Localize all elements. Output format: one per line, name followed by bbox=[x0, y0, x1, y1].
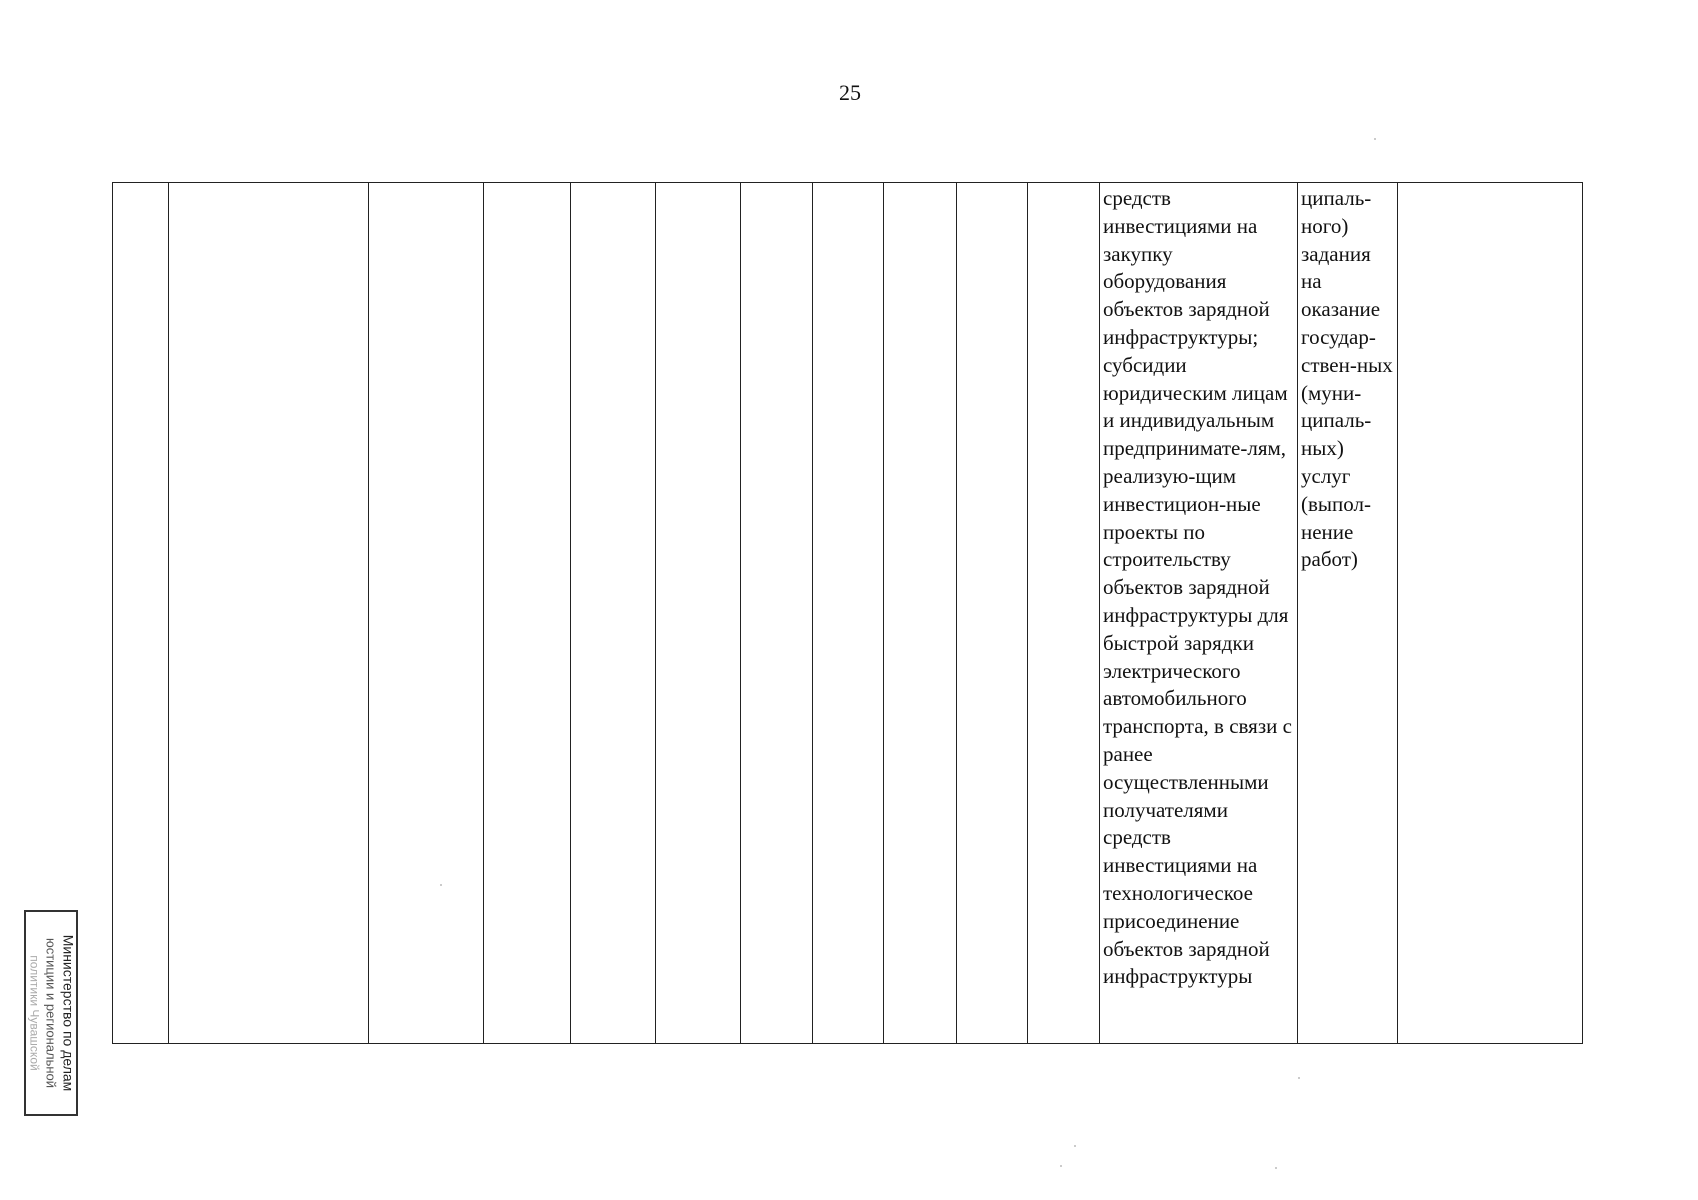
table-cell-col4 bbox=[484, 183, 571, 1044]
table-cell-col6 bbox=[656, 183, 741, 1044]
table-cell-col7 bbox=[741, 183, 813, 1044]
table-cell-col5 bbox=[571, 183, 656, 1044]
table-cell-col8 bbox=[813, 183, 884, 1044]
table-cell-col10 bbox=[957, 183, 1028, 1044]
table-cell-col3 bbox=[369, 183, 484, 1044]
scan-speck bbox=[1275, 1167, 1277, 1169]
scan-speck bbox=[1060, 1165, 1062, 1167]
continuation-table bbox=[112, 182, 1583, 1044]
scan-speck bbox=[1374, 138, 1376, 140]
page-number: 25 bbox=[839, 80, 861, 105]
table-cell-col9 bbox=[884, 183, 957, 1044]
table-cell-col11 bbox=[1028, 183, 1100, 1044]
table-cell-col1 bbox=[113, 183, 169, 1044]
table-cell-col14 bbox=[1398, 183, 1583, 1044]
registration-stamp bbox=[24, 910, 78, 1116]
stamp-line-3: политики Чувашской bbox=[27, 955, 42, 1071]
stamp-line-1: Министерство по делам bbox=[60, 934, 77, 1092]
scan-speck bbox=[1298, 1077, 1300, 1079]
stamp-text bbox=[26, 913, 77, 1113]
scan-speck bbox=[440, 884, 442, 886]
stamp-line-2: юстиции и региональной bbox=[43, 937, 59, 1089]
table-cell-task-description: ципаль-ного) задания на оказание государ-ствен-ных (муни-ципаль-ных) услуг (выпол-нение работ) bbox=[1298, 183, 1398, 1044]
table-row bbox=[113, 183, 1583, 1044]
table-cell-subsidy-description: средств инвестициями на закупку оборудования объектов зарядной инфраструктуры; субсидии юридическим лицам и индивидуальным предпринимате-лям, реализую-щим инвестицион-ные проекты по строительству объектов зарядной инфраструктуры для быстрой зарядки электрического автомобильного транспорта, в связи с ранее осуществленными получателями средств инвестициями на технологическое присоединение объектов зарядной инфраструктуры bbox=[1100, 183, 1298, 1044]
table-container bbox=[112, 182, 1583, 1044]
scan-speck bbox=[1074, 1145, 1076, 1147]
table-cell-col2 bbox=[169, 183, 369, 1044]
